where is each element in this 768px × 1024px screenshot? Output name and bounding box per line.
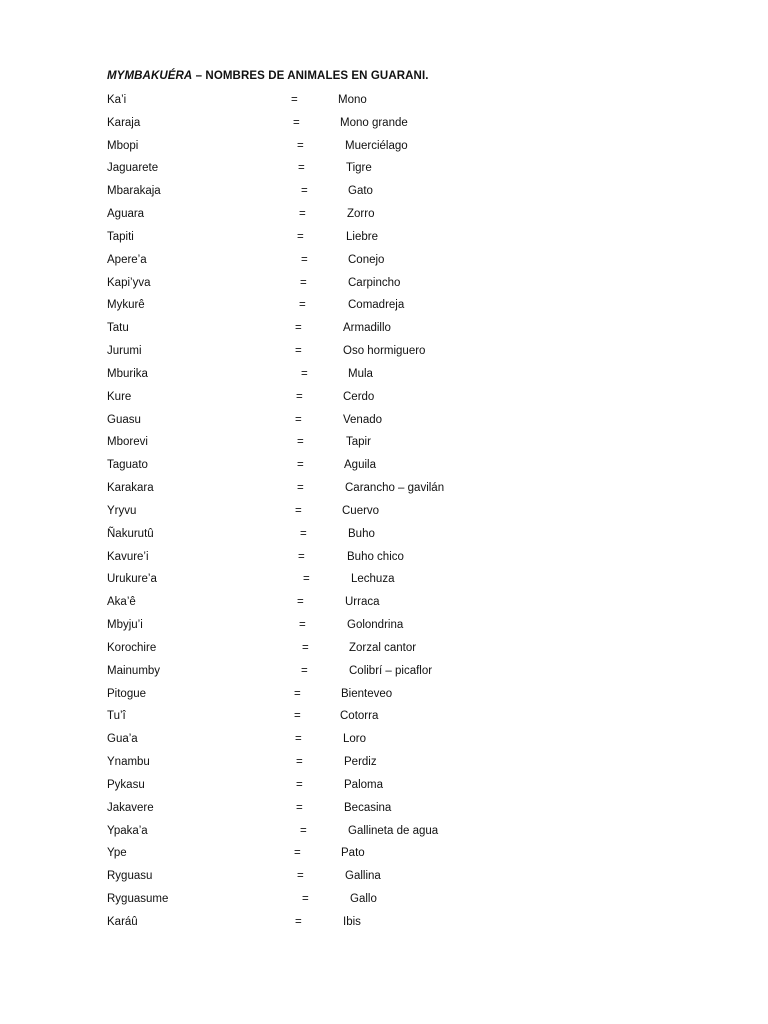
guarani-name: Ryguasume xyxy=(107,892,169,905)
guarani-name: Ñakurutû xyxy=(107,527,154,540)
spanish-name: Tigre xyxy=(346,162,372,175)
spanish-name: Colibrí – picaflor xyxy=(349,664,433,677)
list-item xyxy=(0,870,768,893)
spanish-name: Zorzal cantor xyxy=(349,641,417,654)
equals-sign: = xyxy=(300,527,307,540)
spanish-name: Buho chico xyxy=(347,550,404,563)
guarani-name: Korochire xyxy=(107,641,157,654)
guarani-name: Apere’a xyxy=(107,253,147,266)
equals-sign: = xyxy=(297,436,304,449)
list-item xyxy=(0,551,768,574)
list-item xyxy=(0,208,768,231)
spanish-name: Armadillo xyxy=(343,322,391,335)
title-rest: – NOMBRES DE ANIMALES EN GUARANI. xyxy=(192,70,429,82)
spanish-name: Mono grande xyxy=(340,116,408,129)
guarani-name: Aguara xyxy=(107,208,145,221)
list-item xyxy=(0,596,768,619)
equals-sign: = xyxy=(297,870,304,883)
equals-sign: = xyxy=(296,801,303,814)
equals-sign: = xyxy=(303,573,310,586)
equals-sign: = xyxy=(299,299,306,312)
equals-sign: = xyxy=(299,619,306,632)
list-item xyxy=(0,916,768,939)
list-item xyxy=(0,94,768,117)
list-item xyxy=(0,688,768,711)
list-item xyxy=(0,573,768,596)
guarani-name: Ka’i xyxy=(107,94,127,106)
spanish-name: Tapir xyxy=(346,436,371,449)
spanish-name: Bienteveo xyxy=(341,687,393,700)
guarani-name: Ype xyxy=(107,847,127,860)
spanish-name: Gato xyxy=(348,185,373,198)
guarani-name: Mbyju’i xyxy=(107,619,143,632)
equals-sign: = xyxy=(302,892,309,905)
equals-sign: = xyxy=(297,596,304,609)
equals-sign: = xyxy=(296,756,303,769)
spanish-name: Mono xyxy=(338,94,367,106)
list-item xyxy=(0,436,768,459)
list-item xyxy=(0,391,768,414)
guarani-name: Ynambu xyxy=(107,756,150,769)
spanish-name: Comadreja xyxy=(348,299,405,312)
spanish-name: Zorro xyxy=(347,208,375,221)
guarani-name: Mainumby xyxy=(107,664,161,677)
list-item xyxy=(0,710,768,733)
equals-sign: = xyxy=(295,504,302,517)
guarani-name: Pykasu xyxy=(107,778,145,791)
equals-sign: = xyxy=(293,116,300,129)
guarani-name: Tu’î xyxy=(107,710,126,723)
list-item xyxy=(0,185,768,208)
document-title xyxy=(107,70,429,82)
equals-sign: = xyxy=(297,459,304,472)
equals-sign: = xyxy=(299,208,306,221)
equals-sign: = xyxy=(298,162,305,175)
spanish-name: Buho xyxy=(348,527,375,540)
equals-sign: = xyxy=(294,847,301,860)
guarani-name: Tatu xyxy=(107,322,129,335)
spanish-name: Ibis xyxy=(343,915,361,928)
list-item xyxy=(0,505,768,528)
list-item xyxy=(0,482,768,505)
list-item xyxy=(0,619,768,642)
list-item xyxy=(0,779,768,802)
guarani-name: Mbopi xyxy=(107,139,139,152)
spanish-name: Golondrina xyxy=(347,619,404,632)
spanish-name: Carpincho xyxy=(348,276,401,289)
spanish-name: Venado xyxy=(343,413,383,426)
guarani-name: Taguato xyxy=(107,459,148,472)
list-item xyxy=(0,414,768,437)
guarani-name: Mykurê xyxy=(107,299,145,312)
guarani-name: Kavure’i xyxy=(107,550,149,563)
equals-sign: = xyxy=(294,710,301,723)
list-item xyxy=(0,322,768,345)
spanish-name: Becasina xyxy=(344,801,392,814)
spanish-name: Cotorra xyxy=(340,710,379,723)
guarani-name: Aka’ê xyxy=(107,596,136,609)
guarani-name: Mburika xyxy=(107,367,148,380)
list-item xyxy=(0,345,768,368)
equals-sign: = xyxy=(301,185,308,198)
equals-sign: = xyxy=(301,253,308,266)
equals-sign: = xyxy=(295,322,302,335)
guarani-name: Jurumi xyxy=(107,345,142,358)
list-item xyxy=(0,665,768,688)
spanish-name: Mula xyxy=(348,367,373,380)
guarani-name: Karakara xyxy=(107,482,154,495)
guarani-name: Jaguarete xyxy=(107,162,159,175)
equals-sign: = xyxy=(297,139,304,152)
list-item xyxy=(0,825,768,848)
equals-sign: = xyxy=(295,733,302,746)
list-item xyxy=(0,893,768,916)
spanish-name: Aguila xyxy=(344,459,376,472)
equals-sign: = xyxy=(302,641,309,654)
spanish-name: Gallineta de agua xyxy=(348,824,439,837)
equals-sign: = xyxy=(300,824,307,837)
list-item xyxy=(0,368,768,391)
guarani-name: Mborevi xyxy=(107,436,148,449)
list-item xyxy=(0,117,768,140)
spanish-name: Gallo xyxy=(350,892,377,905)
guarani-name: Ypaka’a xyxy=(107,824,148,837)
guarani-name: Gua’a xyxy=(107,733,138,746)
animal-list xyxy=(0,94,768,939)
equals-sign: = xyxy=(297,482,304,495)
list-item xyxy=(0,299,768,322)
guarani-name: Pitogue xyxy=(107,687,147,700)
equals-sign: = xyxy=(295,915,302,928)
guarani-name: Yryvu xyxy=(107,504,137,517)
list-item xyxy=(0,459,768,482)
spanish-name: Cerdo xyxy=(343,390,375,403)
spanish-name: Muerciélago xyxy=(345,139,408,152)
equals-sign: = xyxy=(296,778,303,791)
spanish-name: Pato xyxy=(341,847,365,860)
equals-sign: = xyxy=(297,230,304,243)
equals-sign: = xyxy=(301,664,308,677)
equals-sign: = xyxy=(300,276,307,289)
equals-sign: = xyxy=(296,390,303,403)
guarani-name: Tapiti xyxy=(107,230,134,243)
spanish-name: Conejo xyxy=(348,253,385,266)
list-item xyxy=(0,140,768,163)
list-item xyxy=(0,254,768,277)
list-item xyxy=(0,162,768,185)
spanish-name: Paloma xyxy=(344,778,383,791)
spanish-name: Urraca xyxy=(345,596,380,609)
spanish-name: Oso hormiguero xyxy=(343,345,426,358)
spanish-name: Liebre xyxy=(346,230,378,243)
equals-sign: = xyxy=(295,345,302,358)
list-item xyxy=(0,231,768,254)
equals-sign: = xyxy=(294,687,301,700)
spanish-name: Loro xyxy=(343,733,367,746)
guarani-name: Kapi’yva xyxy=(107,276,151,289)
guarani-name: Urukure’a xyxy=(107,573,157,586)
list-item xyxy=(0,847,768,870)
guarani-name: Guasu xyxy=(107,413,141,426)
spanish-name: Gallina xyxy=(345,870,381,883)
equals-sign: = xyxy=(298,550,305,563)
spanish-name: Perdiz xyxy=(344,756,377,769)
guarani-name: Ryguasu xyxy=(107,870,153,883)
guarani-name: Mbarakaja xyxy=(107,185,161,198)
list-item xyxy=(0,733,768,756)
list-item xyxy=(0,802,768,825)
equals-sign: = xyxy=(295,413,302,426)
list-item xyxy=(0,642,768,665)
guarani-name: Kure xyxy=(107,390,132,403)
spanish-name: Lechuza xyxy=(351,573,395,586)
list-item xyxy=(0,277,768,300)
list-item xyxy=(0,756,768,779)
title-italic: MYMBAKUÉRA xyxy=(107,70,193,82)
equals-sign: = xyxy=(301,367,308,380)
list-item xyxy=(0,528,768,551)
guarani-name: Karaja xyxy=(107,116,141,129)
spanish-name: Carancho – gavilán xyxy=(345,482,445,495)
guarani-name: Jakavere xyxy=(107,801,154,814)
guarani-name: Karáû xyxy=(107,915,138,928)
equals-sign: = xyxy=(291,94,298,106)
spanish-name: Cuervo xyxy=(342,504,380,517)
